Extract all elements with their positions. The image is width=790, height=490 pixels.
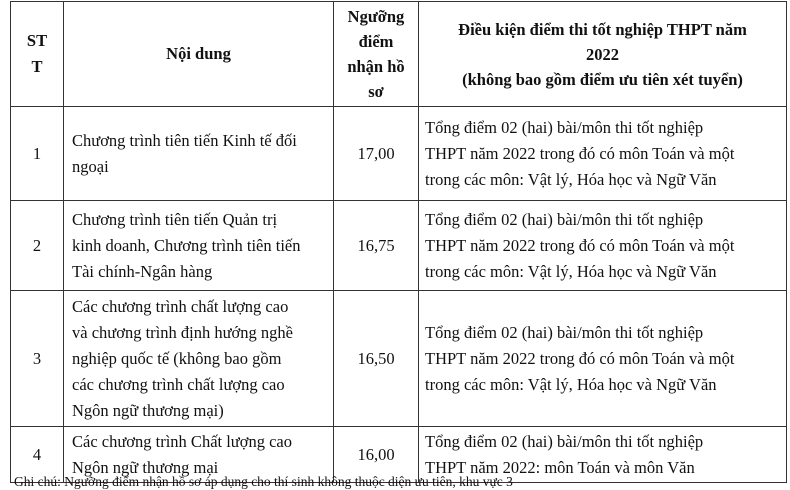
row-condition-line: THPT năm 2022: môn Toán và môn Văn xyxy=(425,457,695,477)
row-score: 16,50 xyxy=(334,291,419,427)
header-condition xyxy=(419,2,787,107)
row-condition-line: trong các môn: Vật lý, Hóa học và Ngữ Văn xyxy=(425,261,717,281)
row-condition-line: trong các môn: Vật lý, Hóa học và Ngữ Văn xyxy=(425,374,717,394)
row-condition-line: THPT năm 2022 trong đó có môn Toán và một xyxy=(425,235,735,255)
row-stt: 4 xyxy=(11,427,64,483)
row-condition-line: Tổng điểm 02 (hai) bài/môn thi tốt nghiệp xyxy=(425,322,704,342)
header-score-line: điểm xyxy=(358,32,394,51)
header-condition-line: (không bao gồm điểm ưu tiên xét tuyển) xyxy=(462,69,743,89)
header-condition-line: Điều kiện điểm thi tốt nghiệp THPT năm xyxy=(458,19,747,39)
row-content-line: và chương trình định hướng nghề xyxy=(72,322,293,342)
row-content xyxy=(64,107,334,201)
row-stt: 2 xyxy=(11,201,64,291)
header-stt-line2: T xyxy=(31,57,43,76)
header-score-line: nhận hồ xyxy=(347,57,405,76)
table-row xyxy=(11,107,787,201)
row-condition-line: THPT năm 2022 trong đó có môn Toán và một xyxy=(425,143,735,163)
row-content-line: Chương trình tiên tiến Kinh tế đối xyxy=(72,130,297,150)
header-score-line: Ngưỡng xyxy=(347,7,405,26)
row-content-line: Tài chính-Ngân hàng xyxy=(72,261,213,281)
row-score: 16,75 xyxy=(334,201,419,291)
row-content-line: Các chương trình chất lượng cao xyxy=(72,296,289,316)
header-stt-line1: ST xyxy=(26,31,48,50)
header-content: Nội dung xyxy=(64,2,334,107)
row-stt: 1 xyxy=(11,107,64,201)
row-condition-line: THPT năm 2022 trong đó có môn Toán và một xyxy=(425,348,735,368)
header-score xyxy=(334,2,419,107)
row-condition-line: Tổng điểm 02 (hai) bài/môn thi tốt nghiệp xyxy=(425,431,704,451)
row-condition-line: Tổng điểm 02 (hai) bài/môn thi tốt nghiệp xyxy=(425,209,704,229)
row-condition xyxy=(419,201,787,291)
row-score: 16,00 xyxy=(334,427,419,483)
row-condition-line: trong các môn: Vật lý, Hóa học và Ngữ Văn xyxy=(425,169,717,189)
row-condition-line: Tổng điểm 02 (hai) bài/môn thi tốt nghiệp xyxy=(425,117,704,137)
row-content-line: Ngôn ngữ thương mại xyxy=(72,457,219,477)
header-score-line: sơ xyxy=(368,82,384,101)
table-row xyxy=(11,201,787,291)
row-content xyxy=(64,201,334,291)
row-content-line: các chương trình chất lượng cao xyxy=(72,374,285,394)
row-score: 17,00 xyxy=(334,107,419,201)
row-stt: 3 xyxy=(11,291,64,427)
table-row xyxy=(11,291,787,427)
row-content-line: kinh doanh, Chương trình tiên tiến xyxy=(72,235,301,255)
row-content-line: Chương trình tiên tiến Quản trị xyxy=(72,209,278,229)
admission-threshold-table xyxy=(10,1,787,483)
row-content-line: nghiệp quốc tế (không bao gồm xyxy=(72,348,282,368)
row-condition xyxy=(419,291,787,427)
header-condition-line: 2022 xyxy=(586,44,619,64)
row-condition xyxy=(419,107,787,201)
header-stt xyxy=(11,2,64,107)
row-content xyxy=(64,291,334,427)
row-content-line: ngoại xyxy=(72,156,109,176)
footnote: Ghi chú: Ngưỡng điểm nhận hồ sơ áp dụng cho thí sinh không thuộc diện ưu tiên, khu vực 3 xyxy=(14,474,513,489)
row-content-line: Các chương trình Chất lượng cao xyxy=(72,431,292,451)
row-content-line: Ngôn ngữ thương mại) xyxy=(72,400,224,420)
